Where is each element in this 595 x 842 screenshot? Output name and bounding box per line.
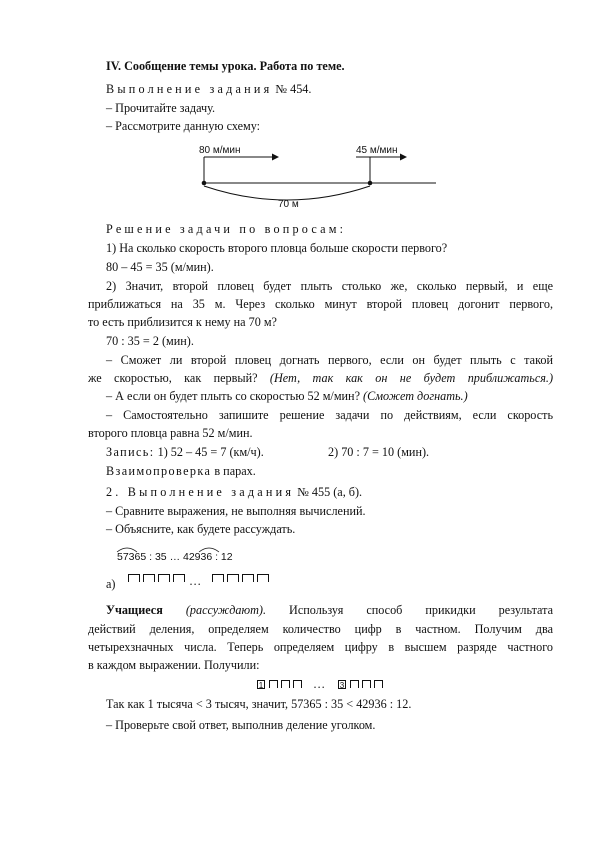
verify-instruction: – Проверьте свой ответ, выполнив деление уголком. bbox=[106, 718, 376, 732]
expression-dots: … bbox=[169, 551, 181, 563]
question-5-line-2: второго пловца равна 52 м/мин. bbox=[88, 426, 253, 440]
digit-placeholder bbox=[143, 574, 155, 582]
question-3-expected-answer: (Нет, так как он не будет приближаться.) bbox=[269, 371, 554, 385]
answer-1: 80 – 45 = 35 (м/мин). bbox=[106, 260, 214, 274]
digit-placeholder bbox=[173, 574, 185, 582]
instruction-look: – Рассмотрите данную схему: bbox=[106, 119, 261, 133]
students-line-1 bbox=[106, 603, 553, 618]
expression-left: 57365 : 35 bbox=[117, 551, 167, 563]
question-2-line-2: приближаться на 35 м. Через сколько минут второй пловец догонит первого, bbox=[88, 297, 553, 311]
conclusion: Так как 1 тысяча < 3 тысяч, значит, 57365 : 35 < 42936 : 12. bbox=[106, 697, 412, 711]
placeholder-dots: … bbox=[189, 574, 202, 588]
distance-label: 70 м bbox=[278, 199, 299, 210]
question-2-line-1: 2) Значит, второй пловец будет плыть столько же, сколько первый, и еще bbox=[106, 279, 553, 293]
digit-placeholder bbox=[293, 680, 302, 688]
digit-placeholder bbox=[158, 574, 170, 582]
section-heading: IV. Сообщение темы урока. Работа по теме. bbox=[106, 59, 345, 73]
instruction-explain: – Объясните, как будете рассуждать. bbox=[106, 522, 296, 536]
students-line-1-rest: Используя способ прикидки результата bbox=[289, 603, 554, 617]
question-1: 1) На сколько скорость второго пловца больше скорости первого? bbox=[106, 241, 448, 255]
question-2-line-3: то есть приблизится к нему на 70 м? bbox=[88, 315, 277, 329]
question-3-line-1: – Сможет ли второй пловец догнать первого, если он будет плыть с такой bbox=[106, 353, 553, 367]
digit-placeholder bbox=[227, 574, 239, 582]
students-line-4: в каждом выражении. Получили: bbox=[88, 658, 260, 672]
task-2-number: № 455 (а, б). bbox=[297, 485, 363, 499]
question-5-line-1: – Самостоятельно запишите решение задачи по действиям, если скорость bbox=[106, 408, 553, 422]
task-2-title-label: 2. Выполнение задания bbox=[106, 485, 295, 499]
answer-dots: … bbox=[313, 677, 326, 691]
leading-digit-box-2: 3 bbox=[339, 681, 345, 690]
peer-check-rest: в парах. bbox=[214, 464, 256, 478]
record-step-2: 2) 70 : 7 = 10 (мин). bbox=[328, 445, 430, 459]
speed-label-2: 45 м/мин bbox=[356, 145, 398, 156]
question-4-text: – А если он будет плыть со скоростью 52 м/мин? bbox=[106, 389, 360, 403]
digit-placeholder bbox=[362, 680, 371, 688]
students-line-3: четырехзначных числа. Теперь определяем цифру в высшем разряде частного bbox=[88, 640, 553, 654]
leading-digit-box-1: 1 bbox=[258, 681, 264, 690]
answer-2: 70 : 35 = 2 (мин). bbox=[106, 334, 194, 348]
digit-placeholder bbox=[350, 680, 359, 688]
task-title-label: Выполнение задания bbox=[106, 82, 273, 96]
digit-placeholder bbox=[281, 680, 290, 688]
students-line-2: действий деления, определяем количество цифр в частном. Получим два bbox=[88, 622, 553, 636]
question-3-text: же скоростью, как первый? bbox=[88, 371, 258, 385]
digit-placeholder bbox=[269, 680, 278, 688]
instruction-compare: – Сравните выражения, не выполняя вычислений. bbox=[106, 504, 366, 518]
students-label: Учащиеся bbox=[106, 603, 163, 617]
students-action: (рассуждают). bbox=[185, 603, 267, 617]
digit-placeholder bbox=[242, 574, 254, 582]
question-4-expected-answer: (Сможет догнать.) bbox=[363, 389, 468, 403]
digit-placeholder bbox=[212, 574, 224, 582]
label-a: а) bbox=[106, 577, 116, 591]
expression-row bbox=[117, 550, 233, 565]
digit-placeholder bbox=[374, 680, 383, 688]
solution-title: Решение задачи по вопросам: bbox=[106, 222, 347, 236]
record-label: Запись: bbox=[106, 445, 155, 459]
expression-right: 42936 : 12 bbox=[182, 551, 233, 563]
record-step-1: 1) 52 – 45 = 7 (км/ч). bbox=[157, 445, 264, 459]
peer-check-label: Взаимопроверка bbox=[106, 464, 212, 478]
speed-label-1: 80 м/мин bbox=[199, 145, 241, 156]
digit-placeholder bbox=[257, 574, 269, 582]
instruction-read: – Прочитайте задачу. bbox=[106, 101, 216, 115]
digit-placeholder bbox=[128, 574, 140, 582]
task-number: № 454. bbox=[275, 82, 312, 96]
